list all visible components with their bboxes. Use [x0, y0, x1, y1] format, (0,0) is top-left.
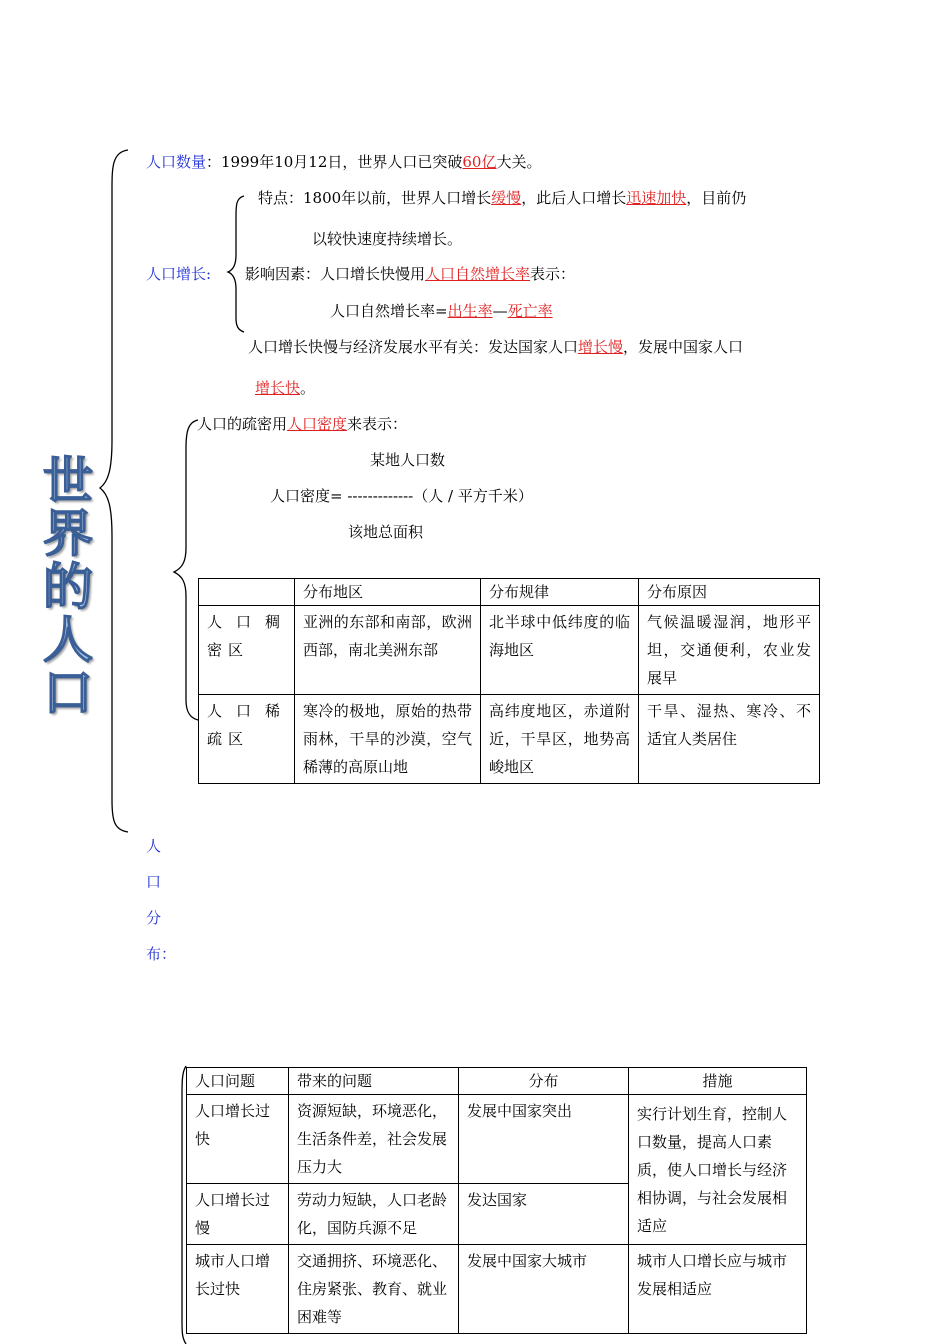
growth-econ-end: 。 — [300, 379, 316, 397]
table-row — [199, 606, 820, 695]
table-cell: 人口增长过快 — [187, 1095, 289, 1184]
density-text: 人口的疏密用 — [197, 415, 288, 433]
table-header-cell: 人口问题 — [187, 1068, 289, 1095]
growth-econ-line — [248, 337, 743, 357]
table-header-cell: 措施 — [629, 1068, 807, 1095]
birth-rate-highlight: 出生率 — [447, 302, 493, 320]
table-header-cell: 分布规律 — [481, 579, 639, 606]
distribution-label-char: 布： — [146, 945, 177, 963]
growth-econ-mid: ，发展中国家人口 — [623, 338, 744, 356]
distribution-brace — [174, 420, 198, 720]
title-char: 的 — [43, 558, 93, 616]
table-cell: 寒冷的极地，原始的热带雨林，干旱的沙漠，空气稀薄的高原山地 — [295, 695, 481, 784]
density-suffix: 来表示： — [347, 415, 408, 433]
growth-formula-text: 人口自然增长率= — [330, 302, 448, 320]
distribution-label-char: 人 — [146, 837, 162, 855]
developed-highlight: 增长慢 — [578, 338, 624, 356]
growth-formula-line — [330, 301, 553, 321]
table-cell: 资源短缺，环境恶化，生活条件差，社会发展压力大 — [289, 1095, 459, 1184]
table-cell: 交通拥挤、环境恶化、住房紧张、教育、就业困难等 — [289, 1245, 459, 1334]
table-cell: 气候温暖湿润，地形平坦，交通便利，农业发展早 — [639, 606, 820, 695]
table-cell: 北半球中低纬度的临海地区 — [481, 606, 639, 695]
table-header-row — [187, 1068, 807, 1095]
page-title — [38, 452, 98, 722]
table-header-cell: 带来的问题 — [289, 1068, 459, 1095]
growth-highlight-slow: 缓慢 — [491, 189, 522, 207]
population-count-text: ：1999年10月12日，世界人口已突破 — [206, 153, 463, 171]
density-line — [197, 414, 407, 434]
growth-feature-line — [258, 188, 746, 208]
table-header-cell: 分布 — [459, 1068, 629, 1095]
table-cell: 城市人口增长应与城市发展相适应 — [629, 1245, 807, 1334]
table-cell: 城市人口增长过快 — [187, 1245, 289, 1334]
growth-brace — [228, 196, 244, 332]
title-char: 界 — [43, 505, 93, 563]
distribution-label-char: 分 — [146, 909, 162, 927]
table-cell-shared-measure: 实行计划生育，控制人口数量，提高人口素质，使人口增长与经济相协调，与社会发展相适应 — [629, 1095, 807, 1245]
growth-feature-suffix: ，目前仍 — [686, 189, 747, 207]
growth-feature-mid: ，此后人口增长 — [521, 189, 627, 207]
growth-factor-text: 影响因素：人口增长快慢用 — [245, 265, 426, 283]
table-cell: 发展中国家大城市 — [459, 1245, 629, 1334]
death-rate-highlight: 死亡率 — [507, 302, 553, 320]
formula-dash: — — [492, 302, 508, 320]
population-count-label: 人口数量 — [146, 153, 207, 171]
title-char: 世 — [43, 452, 93, 510]
density-formula — [270, 486, 533, 506]
growth-factor-suffix: 表示： — [530, 265, 576, 283]
growth-factor-line — [245, 264, 575, 284]
table-row — [187, 1095, 807, 1184]
developing-highlight: 增长快 — [255, 379, 301, 397]
density-numerator: 某地人口数 — [370, 451, 446, 469]
growth-econ-text: 人口增长快慢与经济发展水平有关：发达国家人口 — [248, 338, 579, 356]
table-header-cell: 分布原因 — [639, 579, 820, 606]
table-cell: 发达国家 — [459, 1184, 629, 1245]
table-header-cell: 分布地区 — [295, 579, 481, 606]
title-char: 口 — [43, 664, 93, 722]
growth-econ-line2 — [255, 378, 315, 398]
growth-label: 人口增长: — [146, 265, 212, 283]
distribution-label — [146, 828, 176, 972]
growth-highlight-fast: 迅速加快 — [626, 189, 687, 207]
table-cell: 高纬度地区，赤道附近，干旱区，地势高峻地区 — [481, 695, 639, 784]
table-cell: 亚洲的东部和南部，欧洲西部，南北美洲东部 — [295, 606, 481, 695]
table-cell: 劳动力短缺，人口老龄化，国防兵源不足 — [289, 1184, 459, 1245]
table-cell: 人口稠密区 — [199, 606, 295, 695]
distribution-label-char: 口 — [146, 873, 162, 891]
title-char: 人 — [43, 611, 93, 669]
population-count-end: 大关。 — [496, 153, 542, 171]
table-row — [199, 695, 820, 784]
table-header-row — [199, 579, 820, 606]
population-count-line — [146, 152, 541, 172]
problems-table — [186, 1067, 807, 1334]
table-row — [187, 1245, 807, 1334]
density-formula-line: -------------（人 / 平方千米） — [342, 487, 533, 505]
table-cell: 人口稀疏区 — [199, 695, 295, 784]
growth-feature-line2: 以较快速度持续增长。 — [312, 230, 463, 248]
growth-feature-text: 特点：1800年以前，世界人口增长 — [258, 189, 492, 207]
table-cell: 干旱、湿热、寒冷、不适宜人类居住 — [639, 695, 820, 784]
distribution-table — [198, 578, 820, 784]
main-brace — [100, 150, 128, 832]
density-formula-left: 人口密度= — [270, 487, 343, 505]
density-highlight: 人口密度 — [287, 415, 348, 433]
table-cell: 人口增长过慢 — [187, 1184, 289, 1245]
table-cell: 发展中国家突出 — [459, 1095, 629, 1184]
density-denominator: 该地总面积 — [348, 523, 424, 541]
population-count-highlight: 60亿 — [462, 153, 497, 171]
table-header-cell — [199, 579, 295, 606]
growth-factor-highlight: 人口自然增长率 — [425, 265, 531, 283]
